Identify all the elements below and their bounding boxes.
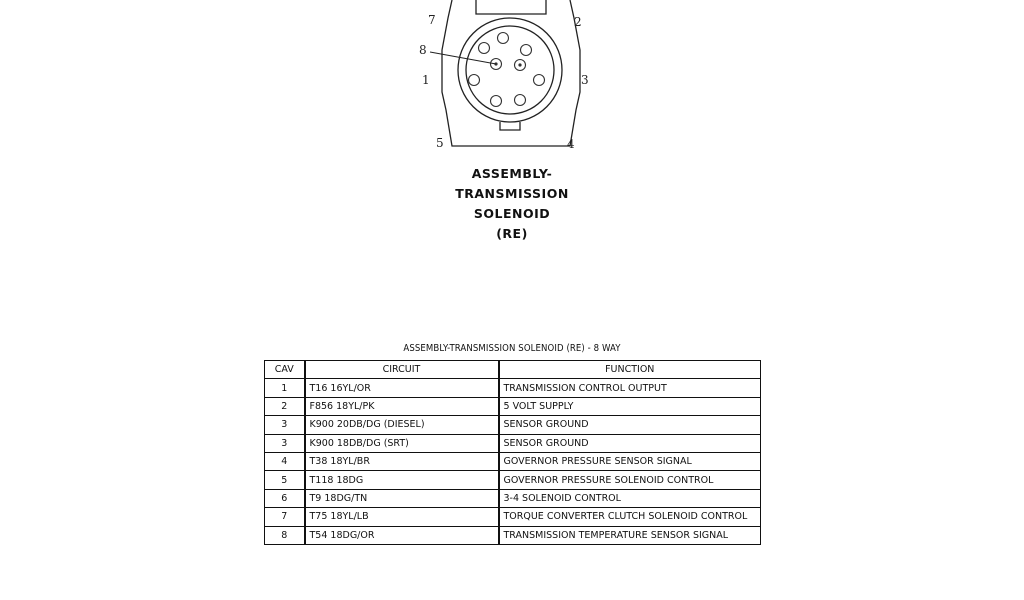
pin-label-2: 2: [574, 15, 582, 29]
cav-cell: 2: [265, 397, 305, 415]
column-header-cav: CAV: [265, 361, 305, 379]
circuit-cell: T16 16YL/OR: [305, 379, 499, 397]
table-row: [265, 508, 761, 526]
table-row: [265, 452, 761, 470]
function-cell: TRANSMISSION CONTROL OUTPUT: [499, 379, 761, 397]
circuit-cell: K900 20DB/DG (DIESEL): [305, 416, 499, 434]
cavity-1: [469, 75, 480, 86]
component-title-line: TRANSMISSION: [455, 186, 569, 201]
cav-cell: 5: [265, 471, 305, 489]
connector-face-inner: [466, 26, 554, 114]
cavity-7: [498, 33, 509, 44]
pinout-table: [264, 360, 761, 545]
table-row: [265, 471, 761, 489]
function-cell: SENSOR GROUND: [499, 434, 761, 452]
circuit-cell: T9 18DG/TN: [305, 489, 499, 507]
cavity-2: [521, 45, 532, 56]
cav-cell: 7: [265, 508, 305, 526]
function-cell: TORQUE CONVERTER CLUTCH SOLENOID CONTROL: [499, 508, 761, 526]
component-title: [412, 164, 612, 244]
table-row: [265, 489, 761, 507]
function-cell: GOVERNOR PRESSURE SENSOR SIGNAL: [499, 452, 761, 470]
cav-cell: 4: [265, 452, 305, 470]
table-row: [265, 397, 761, 415]
function-cell: 3-4 SOLENOID CONTROL: [499, 489, 761, 507]
circuit-cell: T75 18YL/LB: [305, 508, 499, 526]
circuit-cell: T38 18YL/BR: [305, 452, 499, 470]
component-title-line: (RE): [496, 226, 528, 241]
cavity-3: [534, 75, 545, 86]
table-row: [265, 379, 761, 397]
cavity-5: [491, 96, 502, 107]
column-header-function: FUNCTION: [499, 361, 761, 379]
function-cell: 5 VOLT SUPPLY: [499, 397, 761, 415]
function-cell: GOVERNOR PRESSURE SOLENOID CONTROL: [499, 471, 761, 489]
pin-label-3: 3: [581, 73, 589, 87]
circuit-cell: T54 18DG/OR: [305, 526, 499, 544]
connector-notch: [500, 122, 520, 130]
cavity-4: [515, 95, 526, 106]
connector-housing: [442, 0, 580, 146]
column-header-circuit: CIRCUIT: [305, 361, 499, 379]
pin-8-leader: [430, 52, 496, 64]
cavity-6: [479, 43, 490, 54]
connector-tab: [476, 0, 546, 14]
circuit-cell: K900 18DB/DG (SRT): [305, 434, 499, 452]
component-title-line: ASSEMBLY-: [471, 166, 553, 181]
pin-label-4: 4: [567, 137, 575, 151]
function-cell: SENSOR GROUND: [499, 416, 761, 434]
pin-label-8: 8: [419, 43, 427, 57]
pin-label-1: 1: [422, 73, 430, 87]
cav-cell: 6: [265, 489, 305, 507]
cav-cell: 8: [265, 526, 305, 544]
circuit-cell: F856 18YL/PK: [305, 397, 499, 415]
circuit-cell: T118 18DG: [305, 471, 499, 489]
table-header-row: [265, 361, 761, 379]
cav-cell: 1: [265, 379, 305, 397]
component-title-line: SOLENOID: [473, 206, 551, 221]
table-row: [265, 526, 761, 544]
connector-face-outer: [458, 18, 562, 122]
table-row: [265, 416, 761, 434]
table-title: ASSEMBLY-TRANSMISSION SOLENOID (RE) - 8 WAY: [403, 343, 621, 354]
cav-cell: 3: [265, 416, 305, 434]
table-row: [265, 434, 761, 452]
pin-label-7: 7: [428, 13, 436, 27]
pin-label-5: 5: [436, 136, 444, 150]
cav-cell: 3: [265, 434, 305, 452]
function-cell: TRANSMISSION TEMPERATURE SENSOR SIGNAL: [499, 526, 761, 544]
